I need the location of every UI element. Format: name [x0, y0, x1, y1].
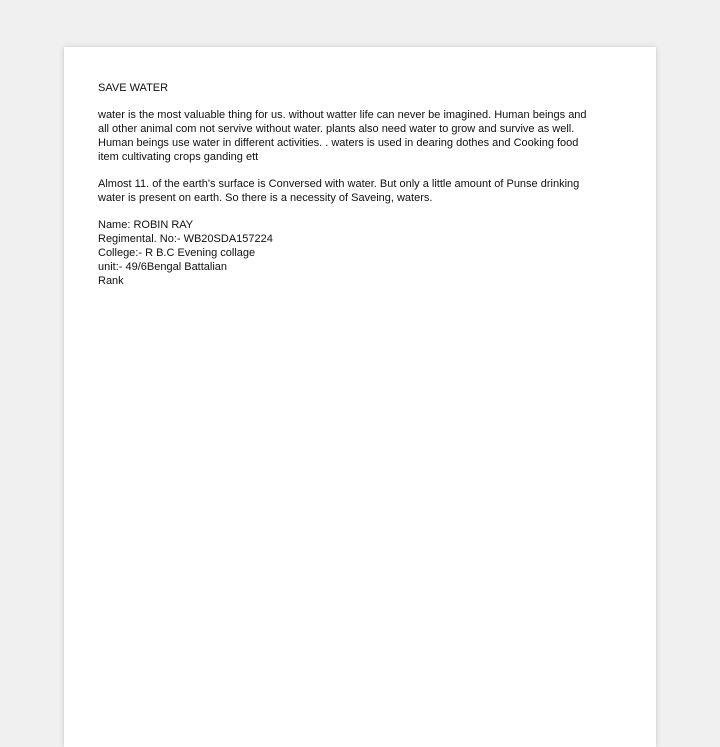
- paragraph-line: item cultivating crops ganding ett: [98, 151, 259, 163]
- document-page: [64, 47, 656, 747]
- document-content: [98, 81, 618, 301]
- detail-unit: unit:- 49/6Bengal Battalian: [98, 261, 228, 273]
- detail-regimental-no: Regimental. No:- WB20SDA157224: [98, 233, 273, 245]
- paragraph-importance: [98, 108, 618, 164]
- paragraph-line: water is the most valuable thing for us. without watter life can never be imagined. Human beings and: [98, 109, 587, 121]
- paragraph-earth-surface: [98, 177, 618, 205]
- detail-rank: Rank: [98, 275, 124, 287]
- detail-college: College:- R B.C Evening collage: [98, 247, 256, 259]
- detail-name: Name: ROBIN RAY: [98, 219, 194, 231]
- paragraph-line: Almost 11. of the earth's surface is Conversed with water. But only a little amount of Punse drinking: [98, 178, 580, 190]
- paragraph-line: Human beings use water in different activities. . waters is used in dearing dothes and Cooking food: [98, 137, 579, 149]
- author-details: [98, 218, 618, 288]
- paragraph-line: water is present on earth. So there is a necessity of Saveing, waters.: [98, 192, 433, 204]
- paragraph-line: all other animal com not servive without water. plants also need water to grow and survive as well.: [98, 123, 575, 135]
- document-title: SAVE WATER: [98, 82, 169, 94]
